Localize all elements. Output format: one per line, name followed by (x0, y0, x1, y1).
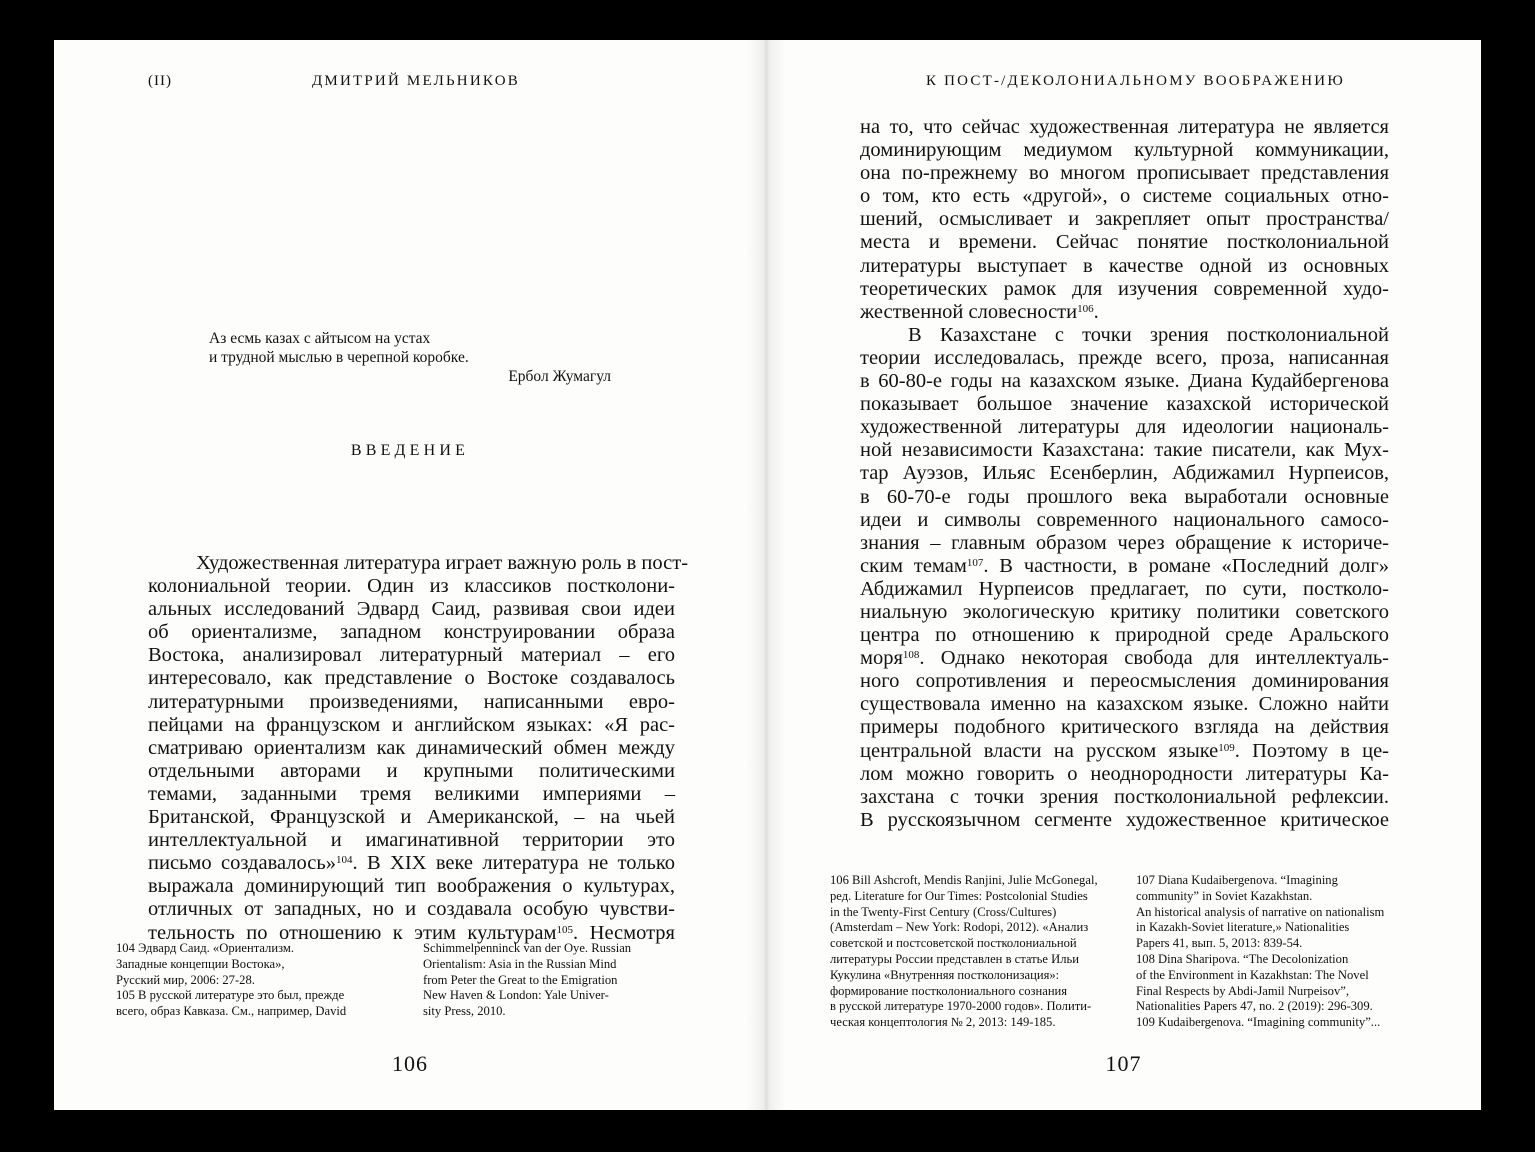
right-body-text (860, 116, 1389, 832)
body-text-segment: тельность по отношению к этим культурам (148, 921, 557, 944)
footnote-line: New Haven & London: Yale Univer- (423, 988, 609, 1003)
body-line: теоретических рамок для изучения современной худо- (860, 277, 1389, 300)
footnote-line: community” in Soviet Kazakhstan. (1136, 888, 1313, 903)
body-line: существовала именно на казахском языке. Сложно найти (860, 693, 1389, 716)
epigraph-line: Аз есмь казах с айтысом на устах (209, 330, 431, 347)
body-line: об ориентализме, западном конструировании образа (148, 621, 675, 644)
body-line: знания – главным образом через обращение к историче- (860, 531, 1389, 554)
body-line: пейцами на французском и английском языках: «Я рас- (148, 713, 675, 736)
footnote-line: советской и постсоветской постколониальной (830, 936, 1077, 951)
footnote-line: in Kazakh-Soviet literature,» Nationalities (1136, 920, 1350, 935)
body-line: центра по отношению к природной среде Аральского (860, 624, 1389, 647)
body-line (148, 852, 675, 875)
body-line: она по-прежнему во многом прописывает представления (860, 162, 1389, 185)
body-line: литературы выступает в качестве одной из основных (860, 254, 1389, 277)
body-line: идеи и символы современного национального самосо- (860, 508, 1389, 531)
right-page (766, 40, 1481, 1110)
body-line: ного сопротивления и переосмысления доминирования (860, 670, 1389, 693)
body-line: Британской, Французской и Американской, – на чьей (148, 806, 675, 829)
body-line: на то, что сейчас художественная литература не является (860, 116, 1389, 138)
footnote-line: ред. Literature for Our Times: Postcolonial Studies (830, 888, 1088, 903)
body-line: примеры подобного критического взгляда на действия (860, 716, 1389, 739)
footnote-ref-105: 105 (556, 923, 574, 936)
footnote-line: литературы России представлен в статье Ильи (830, 951, 1080, 966)
footnote-line: 108 Dina Sharipova. “The Decolonization (1136, 951, 1349, 966)
body-line: лом можно говорить о неоднородности литературы Ка- (860, 762, 1389, 785)
footnote-line: 106 Bill Ashcroft, Mendis Ranjini, Julie McGonegal, (830, 873, 1098, 887)
footnote-ref-108: 108 (902, 649, 920, 662)
footnote-line: in the Twenty-First Century (Cross/Cultures) (830, 904, 1057, 919)
footnote-line: Papers 41, вып. 5, 2013: 839-54. (1136, 936, 1303, 951)
page-number-right: 107 (1105, 1051, 1142, 1076)
body-line (860, 555, 1389, 578)
body-text-segment: . Несмотря (573, 921, 675, 944)
body-line: ниальную экологическую критику политики советского (860, 600, 1389, 623)
footnote-line: sity Press, 2010. (423, 1004, 506, 1019)
body-line: литературными произведениями, написанными евро- (148, 690, 675, 713)
footnote-line: 104 Эдвард Саид. «Ориентализм. (116, 941, 294, 955)
left-page (54, 40, 766, 1110)
body-text-segment: письмо создавалось» (148, 852, 336, 875)
body-text-segment: . В XIX веке литература не только (352, 852, 675, 875)
body-line: доминирующим медиумом культурной коммуникации, (860, 139, 1389, 162)
body-text-segment: ским темам (860, 554, 967, 577)
running-head-title: К ПОСТ-/ДЕКОЛОНИАЛЬНОМУ ВООБРАЖЕНИЮ (926, 73, 1345, 89)
chapter-number: (II) (148, 73, 172, 89)
right-footnotes-col1 (830, 873, 1130, 1031)
body-line (860, 740, 1389, 763)
body-line: отдельными авторами и крупными политическими (148, 759, 675, 782)
body-text-segment: центральной власти на русском языке (860, 739, 1219, 762)
footnote-line: Западные концепции Востока», (116, 956, 285, 971)
body-line: о том, кто есть «другой», о системе социальных отно- (860, 185, 1389, 208)
footnote-line: в русской литературе 1970-2000 годов». Полити- (830, 999, 1092, 1014)
body-line: ной независимости Казахстана: такие писатели, как Мух- (860, 439, 1389, 462)
epigraph (209, 329, 611, 386)
book-gutter-shadow (746, 40, 786, 1110)
body-line: показывает большое значение казахской исторической (860, 393, 1389, 416)
body-line: в 60-70-е годы прошлого века выработали основные (860, 485, 1389, 508)
footnote-line: (Amsterdam – New York: Rodopi, 2012). «Анализ (830, 920, 1089, 935)
epigraph-author: Ербол Жумагул (508, 368, 611, 385)
body-line: в 60-80-е годы на казахском языке. Диана Кудайбергенова (860, 370, 1389, 393)
body-text-segment: моря (860, 647, 903, 670)
left-footnotes-col1 (116, 941, 386, 1020)
body-line: шений, осмысливает и закрепляет опыт пространства/ (860, 208, 1389, 231)
body-line: интересовало, как представление о Востоке создавалось (148, 667, 675, 690)
footnote-ref-109: 109 (1218, 741, 1235, 754)
footnote-line: Русский мир, 2006: 27-28. (116, 972, 255, 987)
body-line (860, 301, 1389, 324)
body-line: Художественная литература играет важную роль в пост- (196, 552, 689, 574)
body-text-segment: . Поэтому в це- (1234, 739, 1389, 762)
section-heading: ВВЕДЕНИЕ (350, 442, 470, 459)
footnote-line: Кукулина «Внутренняя постколонизация»: (830, 967, 1060, 982)
body-line: захстана с точки зрения постколониальной рефлексии. (860, 785, 1389, 808)
footnote-line: An historical analysis of narrative on nationalism (1136, 904, 1385, 919)
footnote-ref-104: 104 (335, 854, 353, 867)
body-line: сматриваю ориентализм как динамический обмен между (148, 736, 675, 759)
footnote-line: Nationalities Papers 47, no. 2 (2019): 296-309. (1136, 999, 1373, 1014)
footnote-line: of the Environment in Kazakhstan: The Novel (1136, 967, 1369, 982)
body-line: художественной литературы для идеологии националь- (860, 416, 1389, 439)
body-line: колониальной теории. Один из классиков постколони- (148, 575, 675, 598)
body-text-segment: . Однако некоторая свобода для интеллектуаль- (919, 647, 1389, 670)
footnote-line: Final Respects by Abdi-Jamil Nurpeisov”, (1136, 983, 1350, 998)
body-line: теории исследовалась, прежде всего, проза, написанная (860, 346, 1389, 369)
epigraph-line: и трудной мыслью в черепной коробке. (209, 349, 469, 366)
footnote-line: Orientalism: Asia in the Russian Mind (423, 956, 617, 971)
body-line: Востока, анализировал литературный материал – его (148, 644, 675, 667)
footnote-line: формирование постколониального сознания (830, 983, 1068, 998)
footnote-ref-106: 106 (1077, 302, 1094, 315)
footnote-ref-107: 107 (966, 556, 984, 569)
body-text-segment: . В частности, в романе «Последний долг» (983, 554, 1389, 577)
body-line (860, 647, 1389, 670)
body-text-segment: . (1093, 300, 1099, 323)
running-head-author: ДМИТРИЙ МЕЛЬНИКОВ (312, 73, 520, 89)
body-line: Абдижамил Нурпеисов предлагает, по сути, постколо- (860, 577, 1389, 600)
footnote-line: 107 Diana Kudaibergenova. “Imagining (1136, 873, 1338, 887)
right-footnotes-col2 (1136, 873, 1426, 1031)
page-number-left: 106 (392, 1051, 428, 1076)
footnote-line: Schimmelpenninck van der Oye. Russian (423, 941, 632, 955)
left-body-text (148, 552, 689, 945)
body-line: интеллектуальной и имагинативной территории это (148, 829, 675, 852)
body-line: В Казахстане с точки зрения постколониальной (908, 323, 1389, 346)
body-line: В русскоязычном сегменте художественное критическое (860, 808, 1389, 831)
footnote-line: 109 Kudaibergenova. “Imagining community”... (1136, 1015, 1381, 1030)
body-text-segment: жественной словесности (860, 300, 1078, 323)
body-line: отличных от западных, но и создавала особую чувстви- (148, 898, 675, 921)
body-line: альных исследований Эдвард Саид, развивая свои идеи (148, 598, 675, 621)
left-footnotes-col2 (423, 941, 683, 1020)
body-line: темами, заданными тремя великими империями – (148, 782, 675, 805)
footnote-line: всего, образ Кавказа. См., например, David (116, 1004, 347, 1019)
body-line: места и времени. Сейчас понятие постколониальной (860, 231, 1389, 254)
footnote-line: ческая концептология № 2, 2013: 149-185. (830, 1015, 1056, 1030)
footnote-line: 105 В русской литературе это был, прежде (116, 988, 345, 1003)
footnote-line: from Peter the Great to the Emigration (423, 972, 618, 987)
body-line: тар Ауэзов, Ильяс Есенберлин, Абдижамил Нурпеисов, (860, 462, 1389, 485)
body-line: выражала доминирующий тип воображения о культурах, (148, 875, 675, 898)
